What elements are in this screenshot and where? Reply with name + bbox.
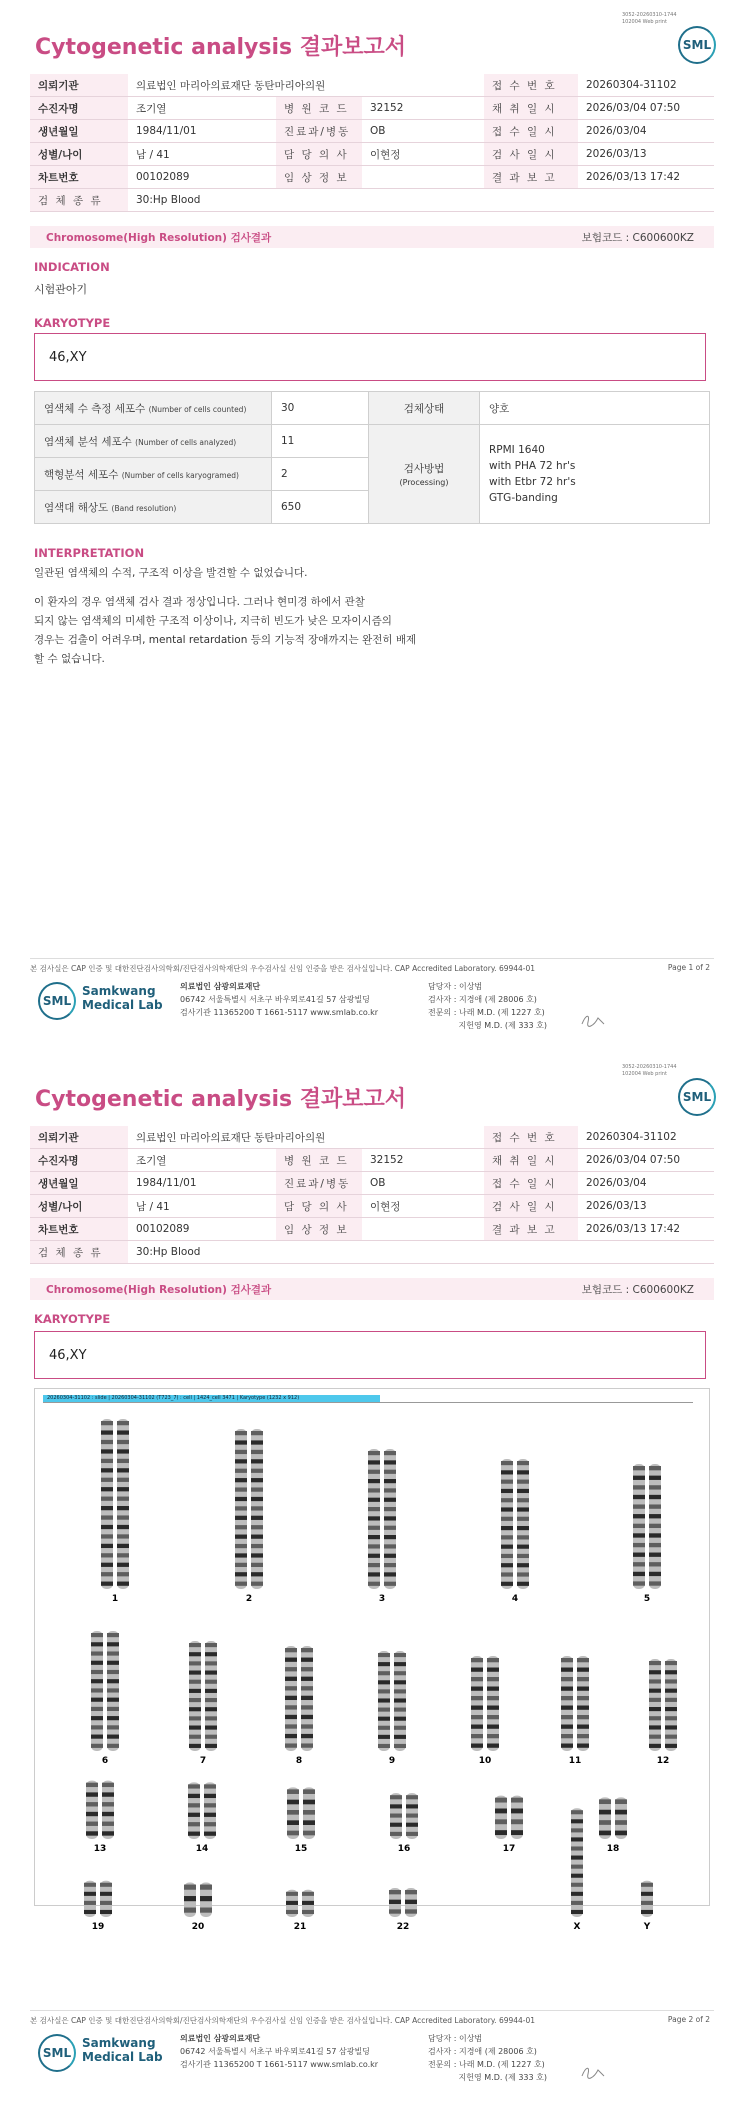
karyotype-value: 46,XY [49,350,87,365]
info-value: 00102089 [128,1218,276,1241]
info-value: 2026/03/04 [578,120,714,143]
chromosome [251,1429,263,1589]
karyotype-heading: KARYOTYPE [34,316,111,330]
info-row [30,143,714,166]
info-value: 2026/03/13 [578,1195,714,1218]
info-row [30,1195,714,1218]
chromosome [286,1890,298,1917]
info-value: 32152 [362,97,484,120]
info-value: 2026/03/13 17:42 [578,166,714,189]
info-value: 20260304-31102 [578,74,714,97]
indication-heading: INDICATION [34,260,110,274]
cells-counted-value: 30 [272,392,369,425]
chromosome [301,1646,313,1751]
chromosome [189,1641,201,1751]
info-key: 차트번호 [30,1218,128,1241]
info-value: 30:Hp Blood [128,189,714,212]
insurance-code: 보험코드 : C600600KZ [581,1284,694,1296]
info-key: 임 상 정 보 [276,1218,362,1241]
info-key: 결 과 보 고 [484,1218,578,1241]
signature-icon [580,1012,608,1028]
karyogram-image [34,1388,710,1932]
info-key: 차트번호 [30,166,128,189]
chromosome-label: 6 [101,1756,109,1766]
info-value: 의료법인 마리아의료재단 동탄마리아의원 [128,74,484,97]
info-value: 의료법인 마리아의료재단 동탄마리아의원 [128,1126,484,1149]
chromosome-label: 14 [195,1844,209,1854]
patient-info-table [30,74,714,212]
info-value: 2026/03/13 17:42 [578,1218,714,1241]
info-key: 병 원 코 드 [276,1149,362,1172]
info-value: 32152 [362,1149,484,1172]
chromosome [641,1881,653,1917]
info-value: 00102089 [128,166,276,189]
insurance-code: 보험코드 : C600600KZ [581,232,694,244]
info-value [362,166,484,189]
lab-staff: 담당자 : 이상범 검사자 : 지경애 (제 28006 호) 전문의 : 나래 M.D. (제 1227 호) 지헌영 M.D. (제 333 호) [428,982,547,1030]
karyogram-chromosomes [35,1389,711,1932]
lab-staff: 담당자 : 이상범 검사자 : 지경애 (제 28006 호) 전문의 : 나래 M.D. (제 1227 호) 지헌영 M.D. (제 333 호) [428,2034,547,2082]
section-bar [30,1278,714,1300]
info-key: 채 취 일 시 [484,97,578,120]
info-key: 결 과 보 고 [484,166,578,189]
cell-count-table [34,391,710,524]
chromosome-label: 17 [502,1844,516,1854]
chromosome [117,1419,129,1589]
status-value: 양호 [480,392,710,425]
cells-analyzed-label: 염색체 분석 세포수 (Number of cells analyzed) [35,425,272,458]
chromosome [91,1631,103,1751]
info-key: 의뢰기관 [30,74,128,97]
chromosome-label: 15 [294,1844,308,1854]
chromosome [84,1881,96,1917]
info-key: 진료과/병동 [276,120,362,143]
chromosome [571,1808,583,1917]
karyotype-value: 46,XY [49,1348,87,1363]
info-value: 2026/03/04 [578,1172,714,1195]
info-key: 생년월일 [30,120,128,143]
chromosome-label: 4 [511,1594,519,1604]
status-label: 검체상태 [369,392,480,425]
info-value: 이현정 [362,1195,484,1218]
chromosome-label: 22 [396,1922,410,1932]
info-row [30,74,714,97]
info-value: 2026/03/13 [578,143,714,166]
cells-karyogramed-value: 2 [272,458,369,491]
chromosome [287,1787,299,1839]
section-label: Chromosome(High Resolution) 검사결과 [46,232,272,244]
chromosome-label: 2 [245,1594,253,1604]
info-row [30,120,714,143]
cells-karyogramed-label: 핵형분석 세포수 (Number of cells karyogramed) [35,458,272,491]
info-key: 의뢰기관 [30,1126,128,1149]
chromosome-label: 19 [91,1922,105,1932]
chromosome [378,1651,390,1751]
karyotype-heading: KARYOTYPE [34,1312,111,1326]
chromosome [204,1782,216,1839]
info-value: 1984/11/01 [128,120,276,143]
info-key: 생년월일 [30,1172,128,1195]
karyotype-box [34,333,706,381]
info-value: 30:Hp Blood [128,1241,714,1264]
info-value: 2026/03/04 07:50 [578,1149,714,1172]
chromosome [487,1656,499,1751]
chromosome-label: 8 [295,1756,303,1766]
chromosome-label: 7 [199,1756,207,1766]
info-value: 2026/03/04 07:50 [578,97,714,120]
footer-cert: 본 검사실은 CAP 인증 및 대한진단검사의학회/진단검사의학재단의 우수검사실 신임 인증을 받은 검사실입니다. CAP Accredited Laboratory. 69944-01 Page 1 of 2 [30,958,714,974]
chromosome [649,1659,661,1751]
method-value: RPMI 1640 with PHA 72 hr's with Etbr 72 hr's GTG-banding [480,425,710,524]
info-value: 이현정 [362,143,484,166]
chromosome [101,1419,113,1589]
chromosome [471,1656,483,1751]
cells-analyzed-value: 11 [272,425,369,458]
info-value: 남 / 41 [128,143,276,166]
chromosome [599,1797,611,1839]
chromosome-label: 10 [478,1756,492,1766]
chromosome-label: X [573,1922,581,1932]
chromosome [302,1890,314,1917]
chromosome-label: 9 [388,1756,396,1766]
report-page-2: 3052-20260310-1744 102004 Web print Cytogenetic analysis 결과보고서 SML 의뢰기관 의료법인 마리아의료재단 동탄마리아의원 접 수 번 호 20260304-31102 수진자명 조기열 병 원 코 드 32152 채 취 일 시 2026/03/04 07:50 생년월일 1984/11/01 진료과/병동 OB 접 수 일 시 2026/03/04 성별/나이 남 / 41 담 당 의 사 이현정 검 사 일 시 2026/03/13 차트번호 00102089 임 상 정 보 결 과 보 고 2026/03/13 17:42 검 체 종 류 30:Hp Blood Chromosome(High Resolution) 검사결과 보험코드 : C600600KZ KARYOTYPE 46,XY 20260304-31102 : slide | 20260304-31102 (T723_7) : cell | 1424_cell 3471 | Karyotype (1232 x 912) 1 2 3 4 5 6 7 8 9 10 11 12 13 14 15 16 17 18 19 20 21 22 X Y 본 검사실은 CAP 인증 및 대한진단검사의학회/진단검사의학재단의 우수검사실 신임 인증을 받은 검사실입니다. CAP Accredited Laboratory. 69944-01 Page 2 of 2 SML Samkwang Medical Lab 의료법인 삼광의료재단 06742 서울특별시 서초구 바우뫼로41길 57 삼광빌딩 검사기관 11365200 T 1661-5117 www.smlab.co.kr 담당자 : 이상범 검사자 : 지경애 (제 28006 호) 전문의 : 나래 M.D. (제 1227 호) 지헌영 M.D. (제 333 호) [0,1052,744,2104]
chromosome [107,1631,119,1751]
info-value [362,1218,484,1241]
info-value: 조기열 [128,1149,276,1172]
info-row [30,1218,714,1241]
cells-counted-label: 염색체 수 측정 세포수 (Number of cells counted) [35,392,272,425]
chromosome [205,1641,217,1751]
info-value: OB [362,1172,484,1195]
info-key: 검 사 일 시 [484,1195,578,1218]
page-number: Page 2 of 2 [667,2015,710,2024]
info-row [30,97,714,120]
method-label: 검사방법 (Processing) [369,425,480,524]
info-key: 병 원 코 드 [276,97,362,120]
sml-logo: SML [678,1078,716,1116]
info-key: 진료과/병동 [276,1172,362,1195]
chromosome [406,1793,418,1839]
chromosome [495,1796,507,1839]
chromosome-label: 18 [606,1844,620,1854]
band-resolution-value: 650 [272,491,369,524]
chromosome [368,1449,380,1589]
chromosome [285,1646,297,1751]
page-number: Page 1 of 2 [667,963,710,972]
info-key: 담 당 의 사 [276,143,362,166]
info-row [30,1149,714,1172]
chromosome-label: 20 [191,1922,205,1932]
signature-icon [580,2064,608,2080]
info-value: 1984/11/01 [128,1172,276,1195]
info-key: 수진자명 [30,1149,128,1172]
info-row [30,166,714,189]
indication-text: 시험관아기 [34,283,88,296]
lab-address: 의료법인 삼광의료재단 06742 서울특별시 서초구 바우뫼로41길 57 삼광빌딩 검사기관 11365200 T 1661-5117 www.smlab.co.kr [180,982,379,1017]
info-value: 20260304-31102 [578,1126,714,1149]
chromosome-label: Y [643,1922,651,1932]
chromosome [649,1464,661,1589]
info-value: OB [362,120,484,143]
info-key: 수진자명 [30,97,128,120]
chromosome-label: 12 [656,1756,670,1766]
info-key: 채 취 일 시 [484,1149,578,1172]
chromosome [501,1459,513,1589]
info-row [30,189,714,212]
chromosome-label: 21 [293,1922,307,1932]
interpretation-text: 일관된 염색체의 수적, 구조적 이상을 발견할 수 없었습니다. 이 환자의 경우 염색체 검사 결과 정상입니다. 그러나 현미경 하에서 관찰 되지 않는 염색체의 미세한 구조적 이상이나, 지극히 빈도가 낮은 모자이시즘의 경우는 검출이 어려우며, mental retardation 등의 기능적 장애까지는 완전히 배제 할 수 없습니다. [34,567,417,665]
info-key: 접 수 번 호 [484,1126,578,1149]
section-bar [30,226,714,248]
chromosome [200,1883,212,1917]
karyotype-box [34,1331,706,1379]
chromosome [303,1787,315,1839]
chromosome-label: 1 [111,1594,119,1604]
karyogram-header: 20260304-31102 : slide | 20260304-31102 (T723_7) : cell | 1424_cell 3471 | Karyotype (1232 x 912) [43,1395,380,1402]
chromosome [633,1464,645,1589]
report-title: Cytogenetic analysis 결과보고서 [35,1087,407,1112]
chromosome [184,1883,196,1917]
info-key: 검 체 종 류 [30,1241,128,1264]
chromosome [235,1429,247,1589]
chromosome [561,1656,573,1751]
chromosome [188,1782,200,1839]
info-row [30,1172,714,1195]
report-page-1: 3052-20260310-1744 102004 Web print Cytogenetic analysis 결과보고서 SML 의뢰기관 의료법인 마리아의료재단 동탄마리아의원 접 수 번 호 20260304-31102 수진자명 조기열 병 원 코 드 32152 채 취 일 시 2026/03/04 07:50 생년월일 1984/11/01 진료과/병동 OB 접 수 일 시 2026/03/04 성별/나이 남 / 41 담 당 의 사 이현정 검 사 일 시 2026/03/13 차트번호 00102089 임 상 정 보 결 과 보 고 2026/03/13 17:42 검 체 종 류 30:Hp Blood Chromosome(High Resolution) 검사결과 보험코드 : C600600KZ INDICATION 시험관아기 KARYOTYPE 46,XY 염색체 수 측정 세포수 (Number of cells counted) 30 검체상태 양호 염색체 분석 세포수 (Number of cells analyzed) 11 검사방법 (Processing) RPMI 1640 with PHA 72 hr's with Etbr 72 hr's GTG-banding 핵형분석 세포수 (Number of cells karyogramed) 2 염색대 해상도 (Band resolution) 650 INTERPRETATION 일관된 염색체의 수적, 구조적 이상을 발견할 수 없었습니다. 이 환자의 경우 염색체 검사 결과 정상입니다. 그러나 현미경 하에서 관찰 되지 않는 염색체의 미세한 구조적 이상이나, 지극히 빈도가 낮은 모자이시즘의 경우는 검출이 어려우며, mental retardation 등의 기능적 장애까지는 완전히 배제 할 수 없습니다. 본 검사실은 CAP 인증 및 대한진단검사의학회/진단검사의학재단의 우수검사실 신임 인증을 받은 검사실입니다. CAP Accredited Laboratory. 69944-01 Page 1 of 2 SML Samkwang Medical Lab 의료법인 삼광의료재단 06742 서울특별시 서초구 바우뫼로41길 57 삼광빌딩 검사기관 11365200 T 1661-5117 www.smlab.co.kr 담당자 : 이상범 검사자 : 지경애 (제 28006 호) 전문의 : 나래 M.D. (제 1227 호) 지헌영 M.D. (제 333 호) [0,0,744,1052]
info-row [30,1126,714,1149]
info-key: 접 수 일 시 [484,120,578,143]
chromosome [615,1797,627,1839]
report-title: Cytogenetic analysis 결과보고서 [35,35,407,60]
band-resolution-label: 염색대 해상도 (Band resolution) [35,491,272,524]
chromosome [511,1796,523,1839]
info-key: 접 수 일 시 [484,1172,578,1195]
info-value: 조기열 [128,97,276,120]
chromosome [577,1656,589,1751]
chromosome [102,1781,114,1839]
print-code: 3052-20260310-1744 102004 Web print [622,1064,677,1077]
info-row [30,1241,714,1264]
chromosome-label: 16 [397,1844,411,1854]
footer-cert: 본 검사실은 CAP 인증 및 대한진단검사의학회/진단검사의학재단의 우수검사실 신임 인증을 받은 검사실입니다. CAP Accredited Laboratory. 69944-01 Page 2 of 2 [30,2010,714,2026]
chromosome [665,1659,677,1751]
chromosome [517,1459,529,1589]
chromosome-label: 3 [378,1594,386,1604]
chromosome [405,1888,417,1917]
info-value: 남 / 41 [128,1195,276,1218]
print-code: 3052-20260310-1744 102004 Web print [622,12,677,25]
chromosome [390,1793,402,1839]
info-key: 검 체 종 류 [30,189,128,212]
info-key: 담 당 의 사 [276,1195,362,1218]
section-label: Chromosome(High Resolution) 검사결과 [46,1284,272,1296]
info-key: 검 사 일 시 [484,143,578,166]
chromosome [384,1449,396,1589]
patient-info-table [30,1126,714,1264]
chromosome [86,1781,98,1839]
chromosome-label: 5 [643,1594,651,1604]
info-key: 성별/나이 [30,1195,128,1218]
info-key: 임 상 정 보 [276,166,362,189]
lab-address: 의료법인 삼광의료재단 06742 서울특별시 서초구 바우뫼로41길 57 삼광빌딩 검사기관 11365200 T 1661-5117 www.smlab.co.kr [180,2034,379,2069]
interpretation-heading: INTERPRETATION [34,546,145,560]
info-key: 접 수 번 호 [484,74,578,97]
chromosome-label: 13 [93,1844,107,1854]
sml-logo: SML [678,26,716,64]
info-key: 성별/나이 [30,143,128,166]
chromosome [389,1888,401,1917]
chromosome [100,1881,112,1917]
chromosome-label: 11 [568,1756,582,1766]
chromosome [394,1651,406,1751]
